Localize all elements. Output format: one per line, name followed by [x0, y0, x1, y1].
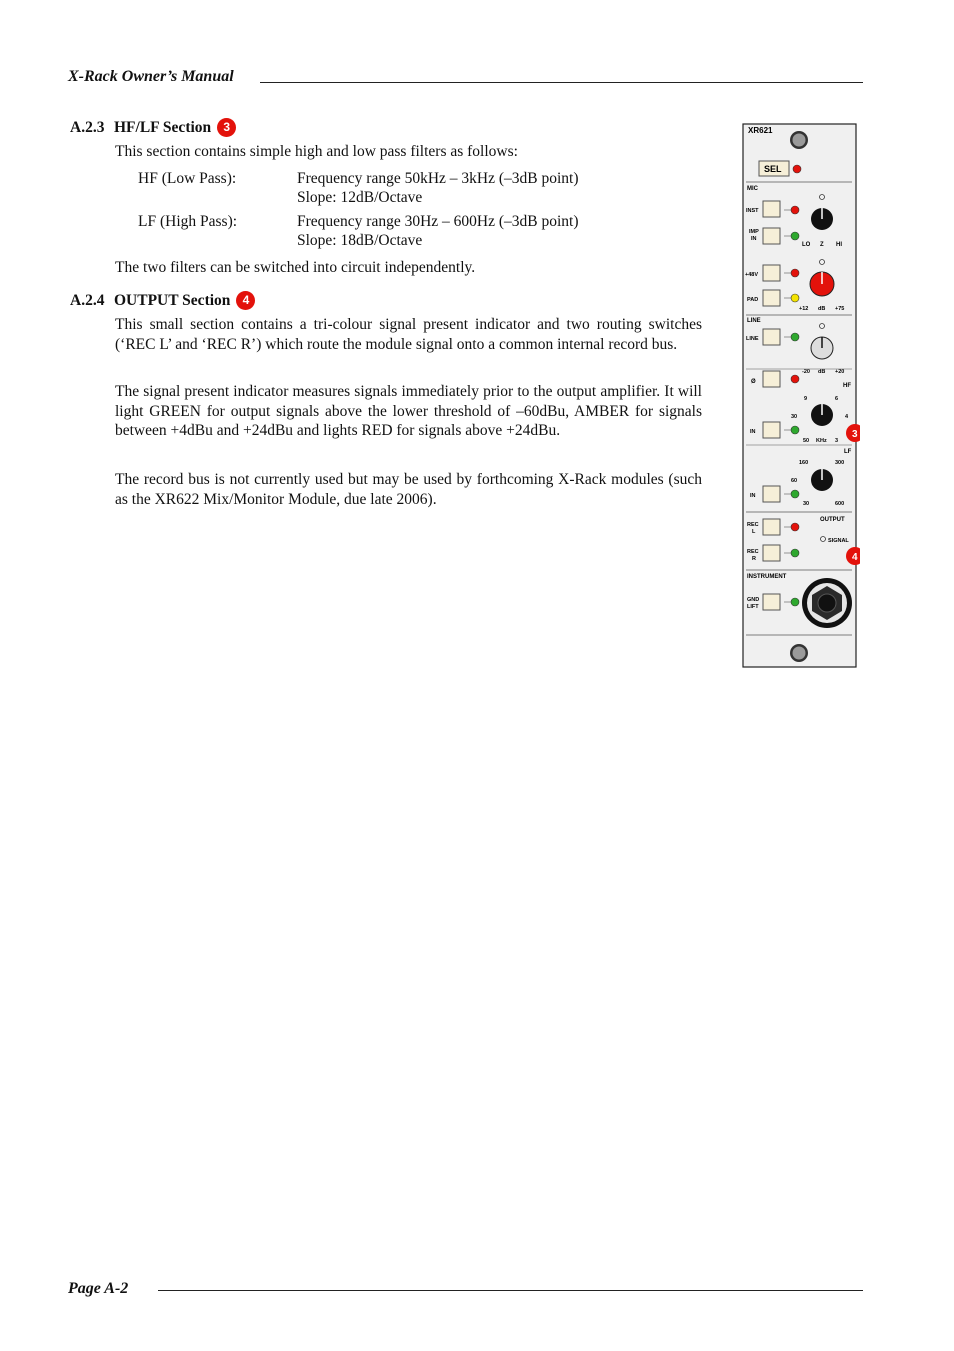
rec-r-label-1: REC: [747, 549, 759, 555]
pad-button: [763, 290, 780, 306]
hf-9-label: 9: [804, 396, 808, 402]
section-title: HF/LF Section: [114, 119, 212, 136]
hf-range: Frequency range 50kHz – 3kHz (–3dB point): [297, 170, 579, 187]
panel-callout-3-label: 3: [852, 429, 858, 440]
output-section-label: OUTPUT: [820, 517, 845, 523]
lf-60-label: 60: [791, 478, 798, 484]
lf-in-button: [763, 486, 780, 502]
pad-label: PAD: [747, 297, 759, 303]
header-rule: [260, 82, 863, 83]
hf-3-label: 3: [835, 438, 839, 444]
imp-label-1: IMP: [749, 229, 759, 235]
line-button: [763, 329, 780, 345]
hf-lf-intro: This section contains simple high and low pass filters as follows:: [115, 143, 518, 160]
hf-section-label: HF: [843, 383, 851, 389]
z-mid-label: Z: [820, 242, 824, 248]
line-button-label: LINE: [746, 336, 759, 342]
gain-min-label: +12: [799, 306, 809, 312]
z-hi-label: HI: [836, 242, 842, 248]
inst-label: INST: [746, 208, 759, 214]
section-title: OUTPUT Section: [114, 292, 231, 309]
phase-led-icon: [791, 375, 799, 383]
imp-led-icon: [791, 232, 799, 240]
lf-section-label: LF: [844, 449, 852, 455]
imp-button: [763, 228, 780, 244]
sel-led-icon: [793, 165, 801, 173]
output-paragraph-2: The signal present indicator measures signals immediately prior to the output amplifier. It will light GREEN for output signals above the lower threshold of –60dBu, AMBER for signals between +4dBu and +24dBu and lights RED for signals above +24dBu.: [115, 383, 702, 439]
phantom-button: [763, 265, 780, 281]
section-hf-lf-heading: [70, 118, 236, 137]
phase-label: Ø: [751, 379, 756, 385]
hf-4-label: 4: [845, 414, 849, 420]
line-min-label: -20: [802, 369, 810, 375]
section-output-heading: [70, 291, 255, 310]
signal-label: SIGNAL: [828, 538, 849, 544]
lf-slope: Slope: 18dB/Octave: [297, 232, 423, 249]
rec-r-led-icon: [791, 549, 799, 557]
hf-khz-label: KHz: [816, 438, 827, 444]
hf-30-label: 30: [791, 414, 798, 420]
rec-r-button: [763, 545, 780, 561]
instrument-jack-icon: [802, 578, 852, 628]
line-db-label: dB: [818, 369, 826, 375]
instrument-label: INSTRUMENT: [747, 574, 787, 580]
top-screw-icon: [790, 131, 808, 149]
rec-l-button: [763, 519, 780, 535]
section-number: A.2.4: [70, 292, 105, 309]
hf-lf-closing: The two filters can be switched into circuit independently.: [115, 259, 476, 276]
rec-l-led-icon: [791, 523, 799, 531]
footer-page-label: Page A-2: [68, 1280, 129, 1297]
gnd-lift-led-icon: [791, 598, 799, 606]
output-paragraph-3: The record bus is not currently used but may be used by forthcoming X-Rack modules (such as the XR622 Mix/Monitor Module, due late 2006).: [115, 471, 702, 508]
hf-slope: Slope: 12dB/Octave: [297, 189, 423, 206]
pad-led-icon: [791, 294, 799, 302]
line-led-icon: [791, 333, 799, 341]
z-lo-label: LO: [802, 242, 811, 248]
gnd-label-1: GND: [747, 597, 760, 603]
hf-in-label: IN: [750, 429, 756, 435]
lf-frequency-knob: [811, 469, 833, 491]
hf-in-button: [763, 422, 780, 438]
bottom-screw-icon: [790, 644, 808, 662]
header-title: X-Rack Owner’s Manual: [68, 68, 234, 85]
hf-frequency-knob: [811, 404, 833, 426]
inst-button: [763, 201, 780, 217]
hf-50-label: 50: [803, 438, 810, 444]
phantom-led-icon: [791, 269, 799, 277]
panel-callout-4-label: 4: [852, 552, 858, 563]
lf-in-label: IN: [750, 493, 756, 499]
callout-badge-4: 4: [236, 291, 255, 310]
xr621-module-panel: [742, 123, 860, 671]
gnd-lift-button: [763, 594, 780, 610]
sel-label: SEL: [764, 164, 782, 174]
hf-in-led-icon: [791, 426, 799, 434]
footer-rule: [158, 1290, 863, 1291]
rec-r-label-2: R: [752, 556, 756, 562]
mic-gain-knob: [810, 272, 834, 296]
output-paragraph-1: This small section contains a tri-colour signal present indicator and two routing switches (‘REC L’ and ‘REC R’) which route the module signal onto a common internal record bus.: [115, 316, 702, 353]
line-section-label: LINE: [747, 318, 761, 324]
gnd-label-2: LIFT: [747, 604, 759, 610]
rec-l-label-2: L: [752, 529, 756, 535]
lf-range: Frequency range 30Hz – 600Hz (–3dB point): [297, 213, 579, 230]
line-max-label: +20: [835, 369, 845, 375]
gain-max-label: +75: [835, 306, 845, 312]
imp-label-2: IN: [751, 236, 757, 242]
phase-button: [763, 371, 780, 387]
hf-6-label: 6: [835, 396, 839, 402]
impedance-knob: [811, 208, 833, 230]
lf-in-led-icon: [791, 490, 799, 498]
lf-300-label: 300: [835, 460, 845, 466]
section-number: A.2.3: [70, 119, 105, 136]
rec-l-label-1: REC: [747, 522, 759, 528]
phantom-label: +48V: [745, 272, 758, 278]
lf-600-label: 600: [835, 501, 845, 507]
line-gain-knob: [811, 337, 833, 359]
lf-label: LF (High Pass):: [138, 213, 238, 230]
lf-160-label: 160: [799, 460, 809, 466]
lf-30-label: 30: [803, 501, 810, 507]
callout-badge-3: 3: [217, 118, 236, 137]
inst-led-icon: [791, 206, 799, 214]
panel-model: XR621: [748, 126, 773, 135]
hf-label: HF (Low Pass):: [138, 170, 237, 187]
mic-label: MIC: [747, 186, 758, 192]
gain-db-label: dB: [818, 306, 826, 312]
